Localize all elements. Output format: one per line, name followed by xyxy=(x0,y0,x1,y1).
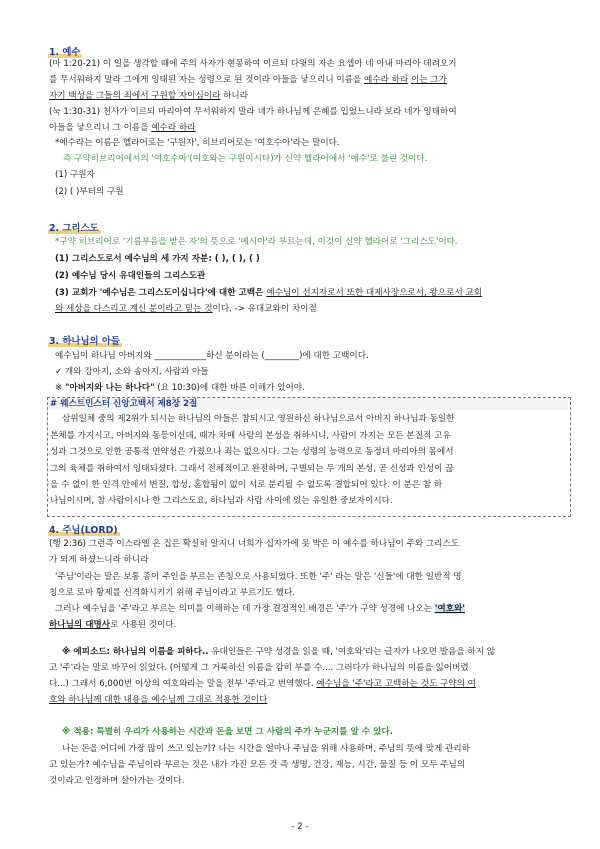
episode-line: ※ 에피소드: 하나님의 이름을 피하다.. 유대인들은 구약 성경을 읽을 때, '여호와'라는 글자가 나오면 발음을 하지 않 xyxy=(62,647,496,657)
text-line: 하나님의 대명사로 사용된 것이다. xyxy=(49,620,177,630)
application-title: ※ 적용: 특별히 우리가 사용하는 시간과 돈을 보면 그 사람의 주가 누군지를 알 수 있다. xyxy=(62,727,393,737)
box-line: 본체를 가지시고, 아버지와 동등이신데, 때가 차매 사람의 본성을 취하시니, 사람이 가지는 모든 본질적 고유 xyxy=(50,431,451,441)
text-line: 아들을 낳으리니 그 이름을 예수라 하라 xyxy=(49,123,196,133)
note-line: 즉 구약히브리어에서의 '여호수아'(여호와는 구원이시다)가 신약 헬라어에서 '예수'로 불린 것이다. xyxy=(63,154,428,164)
box-line: 삼위일체 중의 제2위가 되시는 하나님의 아들은 참되시고 영원하신 하나님으로서 아버지 하나님과 동일한 xyxy=(62,414,455,424)
note-line: *구약 히브리어로 '기름부음을 받은 자'의 뜻으로 '메시아'라 부르는데, 이것이 신약 헬라어로 '그리스도'이다. xyxy=(55,237,458,247)
note-line: *예수라는 이름은 헬라어로는 '구원자', 히브리어로는 '여호수아'라는 말이다. xyxy=(55,138,340,148)
box-line: 을 수 없이 한 인격 안에서 변질, 합성, 혼합됨이 없이 서로 분리될 수 없도록 결합되어 있다. 이 분은 참 하 xyxy=(50,480,443,490)
text-line: (행 2:36) 그런즉 이스라엘 온 집은 확실히 알지니 너희가 십자가에 못 박은 이 예수를 하나님이 주와 그리스도 xyxy=(49,539,460,549)
box-line: 성과 그것으로 인한 공통적 연약성은 가졌으나 죄는 없으시다. 그는 성령의 능력으로 동정녀 마리아의 몸에서 xyxy=(50,447,454,457)
text-line: ✓ 개와 강아지, 소와 송아지, 사람과 아들 xyxy=(55,367,209,377)
text-line: 를 무서워하지 말라 그에게 잉태된 자는 성령으로 된 것이라 아들을 낳으리니 이름을 예수라 하라 이는 그가 xyxy=(49,75,447,85)
text-line: '주님'이라는 말은 보통 종이 주인을 부르는 존칭으로 사용되었다. 또한 '주' 라는 말은 '신들'에 대한 일반적 명 xyxy=(55,572,462,582)
text-line: 칭으로 로마 황제를 신격화시키기 위해 주님이라고 부르기도 했다. xyxy=(49,588,295,598)
application-line: 나는 돈을 어디에 가장 많이 쓰고 있는가? 나는 시간을 얼마나 주님을 위해 사용하며, 주님의 뜻에 맞게 관리하 xyxy=(62,744,470,754)
application-line: 고 있는가? 예수님을 주님이라 부르는 것은 내가 가진 모든 것 즉 생명, 건강, 재능, 시간, 물질 등 이 모두 주님의 xyxy=(49,760,466,770)
text-line: 가 되게 하셨느니라 하니라 xyxy=(49,555,149,565)
episode-line: 고 '주'라는 말로 바꾸어 읽었다. (어떻게 그 거룩하신 이름을 감히 부를 수.... 그러다가 하나님의 이름을 잃어버렸 xyxy=(49,663,469,673)
text-line: 예수님이 하나님 아버지와 ____________하신 분이라는 (________)에 대한 고백이다. xyxy=(55,351,369,361)
text-line: 그러나 예수님을 '주'라고 부르는 의미를 이해하는 데 가장 결정적인 배경은 '주'가 구약 성경에 나오는 '여호와' xyxy=(55,604,465,614)
text-line: (눅 1:30-31) 천사가 이르되 마리아여 무서워하지 말라 네가 하나님께 은혜를 입었느니라 보라 네가 잉태하여 xyxy=(49,107,457,117)
section-title-son-of-god: 3. 하나님의 아들 xyxy=(49,336,120,347)
section-title-jesus: 1. 예수 xyxy=(49,47,81,58)
list-item: (2) ( )부터의 구원 xyxy=(55,187,124,197)
list-item: (1) 구원자 xyxy=(55,170,95,180)
list-item: (1) 그리스도로서 예수님의 세 가지 자분: ( ), ( ), ( ) xyxy=(55,254,260,264)
text-line: ※ "아버지와 나는 하나다" (요 10:30)에 대한 바른 이해가 있어야. xyxy=(55,383,305,393)
application-line: 것이라고 인정하며 살아가는 것이다. xyxy=(49,776,185,786)
episode-line: 호와 하나님께 대한 내용을 예수님께 그대로 적용한 것이다 xyxy=(49,695,268,705)
text-line: 와 세상을 다스리고 계신 분이라고 믿는 것이다. -> 유대교와이 차이점 xyxy=(55,304,317,314)
text-line: 자기 백성을 그들의 죄에서 구원할 자이심이라 하니라 xyxy=(49,91,249,101)
box-line: 그의 육체를 취하여서 잉태되셨다. 그래서 전체적이고 완전하며, 구별되는 두 개의 본성, 곧 신성과 인성이 끊 xyxy=(50,464,454,474)
box-title: # 웨스트민스터 신앙고백서 제8장 2절 xyxy=(50,399,198,409)
text-line: (마 1:20-21) 이 일을 생각할 때에 주의 사자가 현몽하여 이르되 다윗의 자손 요셉아 네 아내 마리아 데려오기 xyxy=(49,59,457,69)
list-item: (2) 예수님 당시 유대인들의 그리스도관 xyxy=(55,271,206,281)
section-title-christ: 2. 그리스도 xyxy=(49,223,99,234)
box-line: 나님이시며, 참 사람이시나 한 그리스도요, 하나님과 사람 사이에 있는 유일한 중보자이시다. xyxy=(50,496,393,506)
list-item: (3) 교회가 '예수님은 그리스도이십니다'에 대한 고백은 예수님이 선지자로서 또한 대제사장으로서, 왕으로서 교회 xyxy=(55,288,483,298)
page-number: - 2 - xyxy=(291,822,309,832)
section-title-lord: 4. 주님(LORD) xyxy=(49,525,118,536)
episode-line: 다...) 그래서 6,000번 이상의 여호와라는 말을 전부 '주'라고 번역했다. 예수님을 '주'라고 고백하는 것도 구약의 여 xyxy=(49,679,476,689)
